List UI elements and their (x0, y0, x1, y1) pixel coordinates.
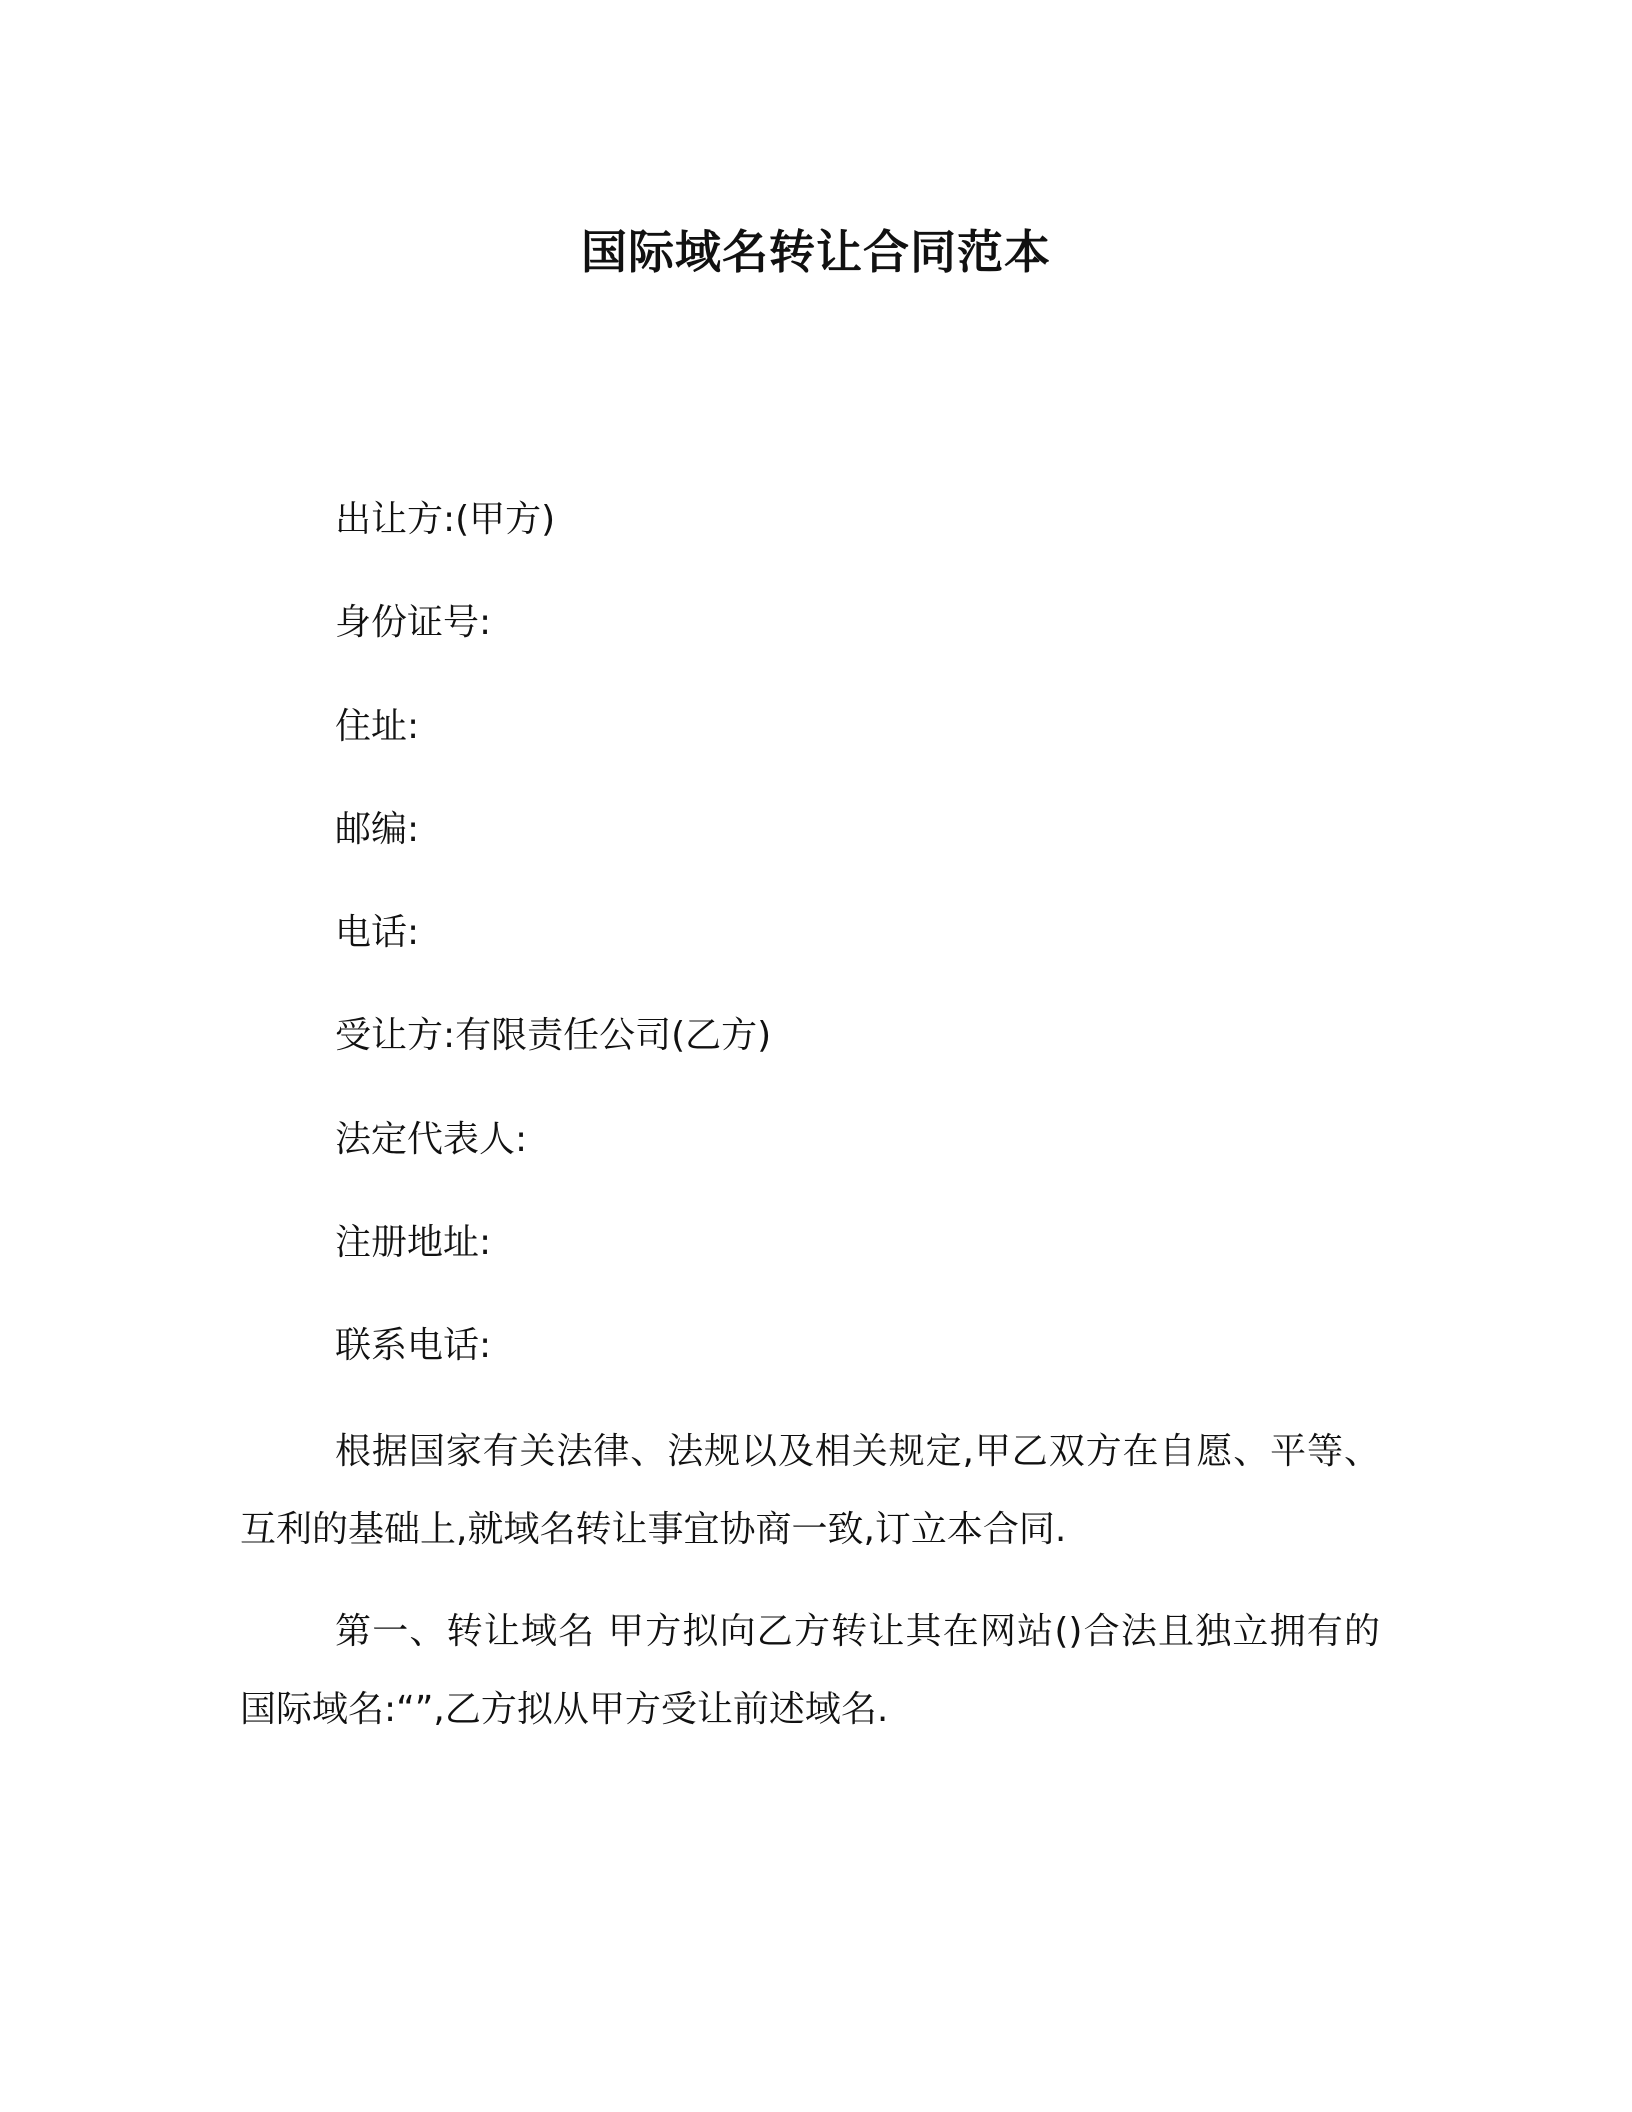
document-title: 国际域名转让合同范本 (581, 225, 1051, 279)
field-postcode: 邮编: (335, 809, 420, 850)
field-phone: 电话: (335, 912, 420, 953)
field-registered-address: 注册地址: (335, 1222, 492, 1263)
field-legal-representative: 法定代表人: (335, 1119, 528, 1160)
field-transferor: 出让方:(甲方) (335, 499, 556, 540)
field-address: 住址: (335, 706, 420, 747)
paragraph-article-one: 第一、转让域名 甲方拟向乙方转让其在网站()合法且独立拥有的国际域名:“”,乙方拟从甲方受让前述域名. (240, 1611, 1380, 1730)
field-contact-phone: 联系电话: (335, 1325, 492, 1366)
field-transferee: 受让方:有限责任公司(乙方) (335, 1015, 772, 1056)
paragraph-preamble: 根据国家有关法律、法规以及相关规定,甲乙双方在自愿、平等、互利的基础上,就域名转让事宜协商一致,订立本合同. (240, 1431, 1380, 1550)
field-id-number: 身份证号: (335, 602, 492, 643)
